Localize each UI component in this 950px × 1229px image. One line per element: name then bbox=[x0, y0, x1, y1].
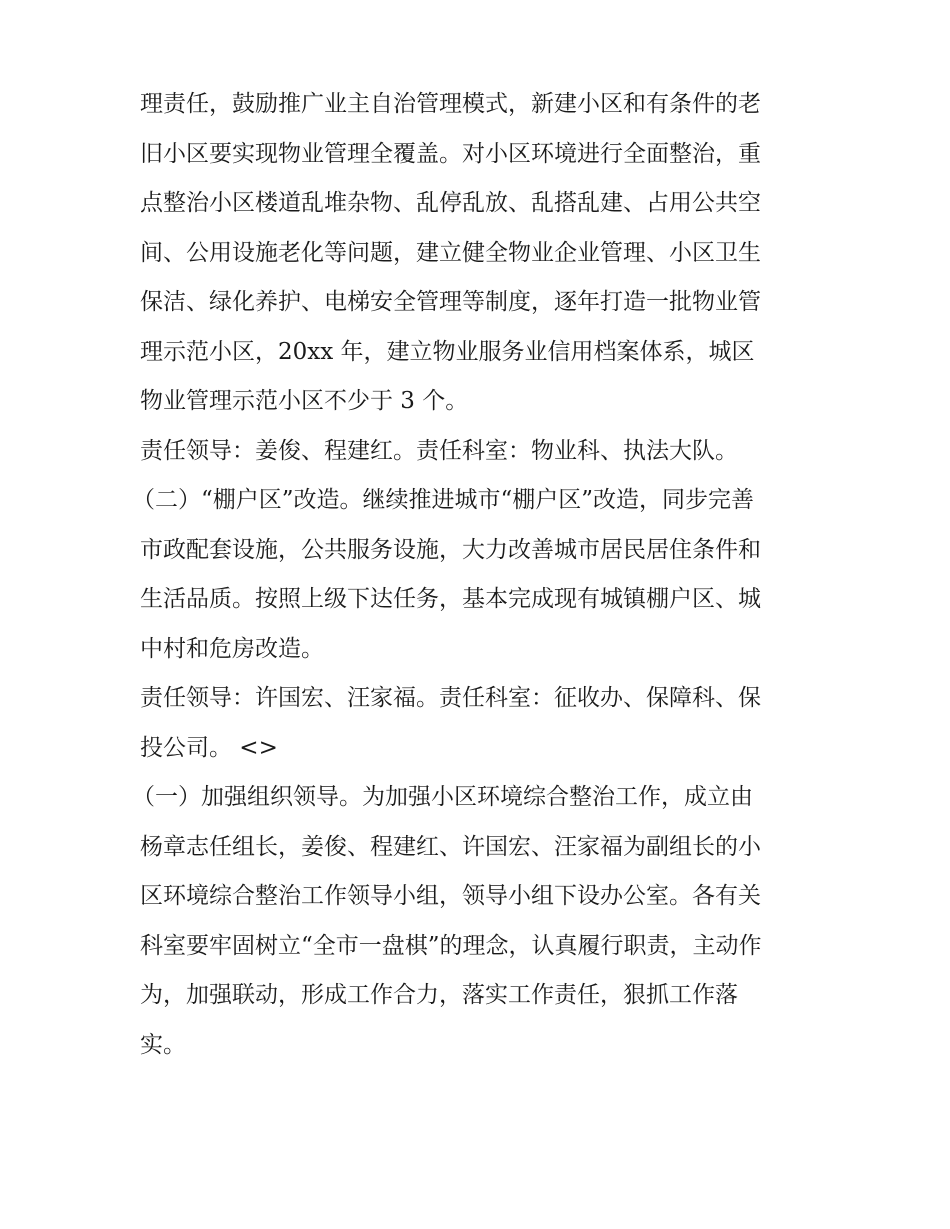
text-line: 旧小区要实现物业管理全覆盖。对小区环境进行全面整治，重 bbox=[140, 140, 761, 167]
text-line: 科室要牢固树立“全市一盘棋”的理念，认真履行职责，主动作 bbox=[140, 932, 762, 959]
responsibility-line: 责任领导：许国宏、汪家福。责任科室：征收办、保障科、保 bbox=[140, 685, 761, 711]
text-line: 杨章志任组长，姜俊、程建红、许国宏、汪家福为副组长的小 bbox=[140, 833, 761, 860]
text-line: 为，加强联动，形成工作合力，落实工作责任，狠抓工作落 bbox=[140, 982, 738, 1008]
text-line: 区环境综合整治工作领导小组，领导小组下设办公室。各有关 bbox=[140, 883, 761, 909]
document-body bbox=[132, 80, 820, 1070]
text-line: 实。 bbox=[140, 1031, 186, 1058]
text-line: 物业管理示范小区不少于 3 个。 bbox=[140, 388, 469, 414]
responsibility-line: 责任领导：姜俊、程建红。责任科室：物业科、执法大队。 bbox=[140, 437, 738, 464]
text-line: 中村和危房改造。 bbox=[140, 635, 324, 662]
text-line: 保洁、绿化养护、电梯安全管理等制度，逐年打造一批物业管 bbox=[140, 289, 761, 315]
text-line: 理责任，鼓励推广业主自治管理模式，新建小区和有条件的老 bbox=[140, 91, 761, 117]
text-line: 理示范小区，20xx 年，建立物业服务业信用档案体系，城区 bbox=[140, 338, 755, 365]
section-heading-line: （一）加强组织领导。为加强小区环境综合整治工作，成立由 bbox=[132, 784, 753, 810]
text-line: 生活品质。按照上级下达任务，基本完成现有城镇棚户区、城 bbox=[140, 586, 761, 612]
section-heading-line: （二）“棚户区”改造。继续推进城市“棚户区”改造，同步完善 bbox=[132, 487, 755, 513]
text-line: 投公司。 <> bbox=[140, 734, 278, 761]
text-line: 间、公用设施老化等问题，建立健全物业企业管理、小区卫生 bbox=[140, 239, 761, 266]
text-line: 点整治小区楼道乱堆杂物、乱停乱放、乱搭乱建、占用公共空 bbox=[140, 190, 761, 216]
text-line: 市政配套设施，公共服务设施，大力改善城市居民居住条件和 bbox=[140, 536, 761, 563]
